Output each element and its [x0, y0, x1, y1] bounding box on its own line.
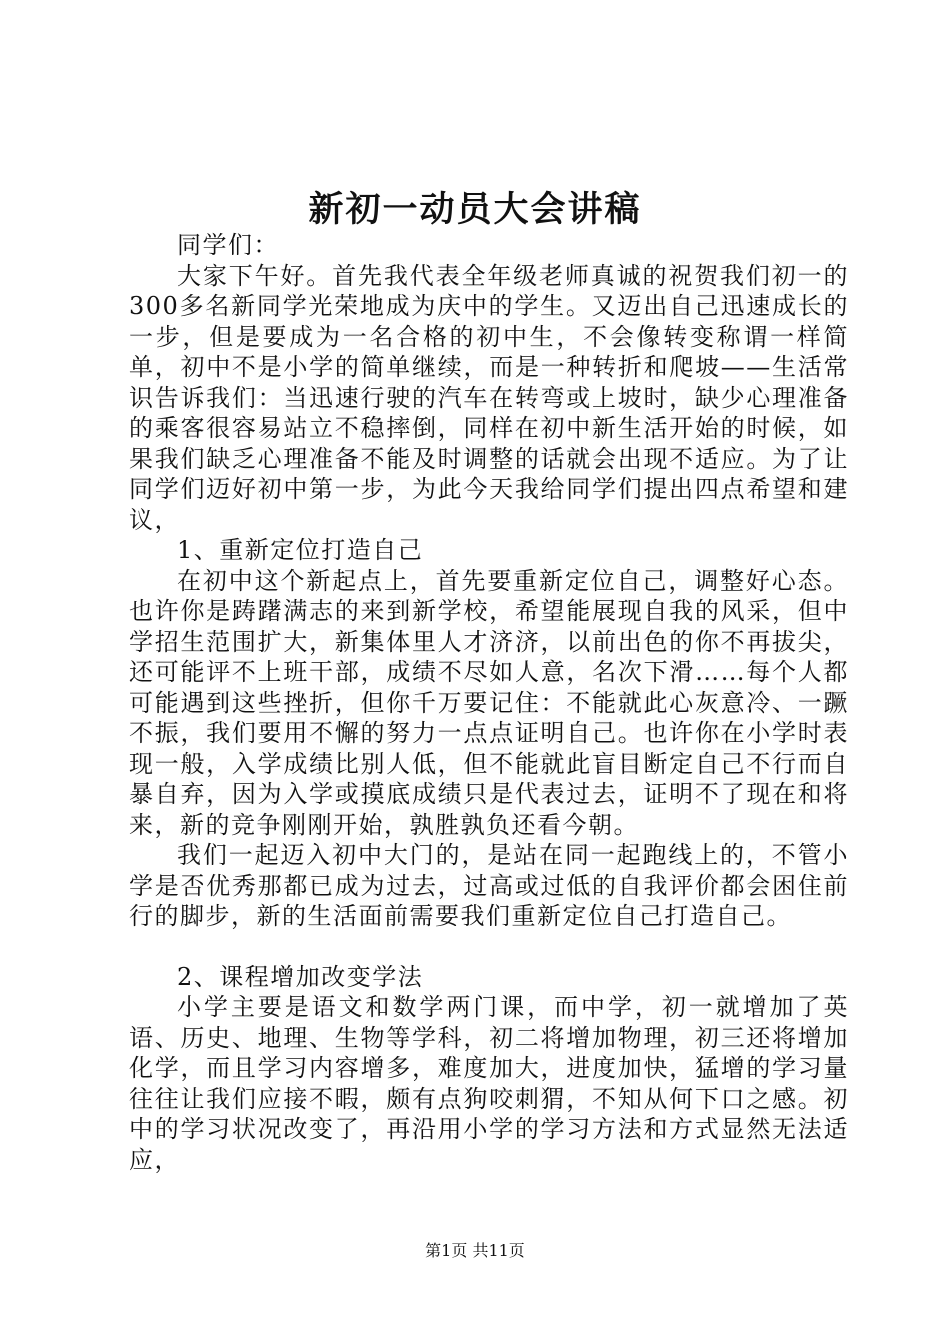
paragraph-section-1a: 在初中这个新起点上，首先要重新定位自己，调整好心态。也许你是踌躇满志的来到新学校，希望能展现自我的风采，但中学招生范围扩大，新集体里人才济济，以前出色的你不再拔尖，还可能评不上班干部，成绩不尽如人意，名次下滑……每个人都可能遇到这些挫折，但你千万要记住：不能就此心灰意冷、一蹶不振，我们要用不懈的努力一点点证明自己。也许你在小学时表现一般，入学成绩比别人低，但不能就此盲目断定自己不行而自暴自弃，因为入学或摸底成绩只是代表过去，证明不了现在和将来，新的竞争刚刚开始，孰胜孰负还看今朝。	[129, 566, 849, 839]
page-number-footer: 第1页 共11页	[425, 1241, 525, 1260]
salutation: 同学们：	[177, 231, 279, 259]
paragraph-section-1b: 我们一起迈入初中大门的，是站在同一起跑线上的，不管小学是否优秀那都已成为过去，过高或过低的自我评价都会困住前行的脚步，新的生活面前需要我们重新定位自己打造自己。	[129, 841, 849, 930]
document-title: 新初一动员大会讲稿	[308, 189, 642, 230]
paragraph-intro: 大家下午好。首先我代表全年级老师真诚的祝贺我们初一的300多名新同学光荣地成为庆中的学生。又迈出自己迅速成长的一步，但是要成为一名合格的初中生，不会像转变称谓一样简单，初中不是小学的简单继续，而是一种转折和爬坡——生活常识告诉我们：当迅速行驶的汽车在转弯或上坡时，缺少心理准备的乘客很容易站立不稳摔倒，同样在初中新生活开始的时候，如果我们缺乏心理准备不能及时调整的话就会出现不适应。为了让同学们迈好初中第一步，为此今天我给同学们提出四点希望和建议，	[129, 261, 849, 534]
section-heading-2: 2、课程增加改变学法	[177, 962, 424, 991]
document-body	[129, 230, 849, 1175]
section-heading-1: 1、重新定位打造自己	[177, 536, 424, 564]
paragraph-section-2: 小学主要是语文和数学两门课，而中学，初一就增加了英语、历史、地理、生物等学科，初二将增加物理，初三还将增加化学，而且学习内容增多，难度加大，进度加快，猛增的学习量往往让我们应接不暇，颇有点狗咬刺猬，不知从何下口之感。初中的学习状况改变了，再沿用小学的学习方法和方式显然无法适应，	[129, 993, 849, 1174]
